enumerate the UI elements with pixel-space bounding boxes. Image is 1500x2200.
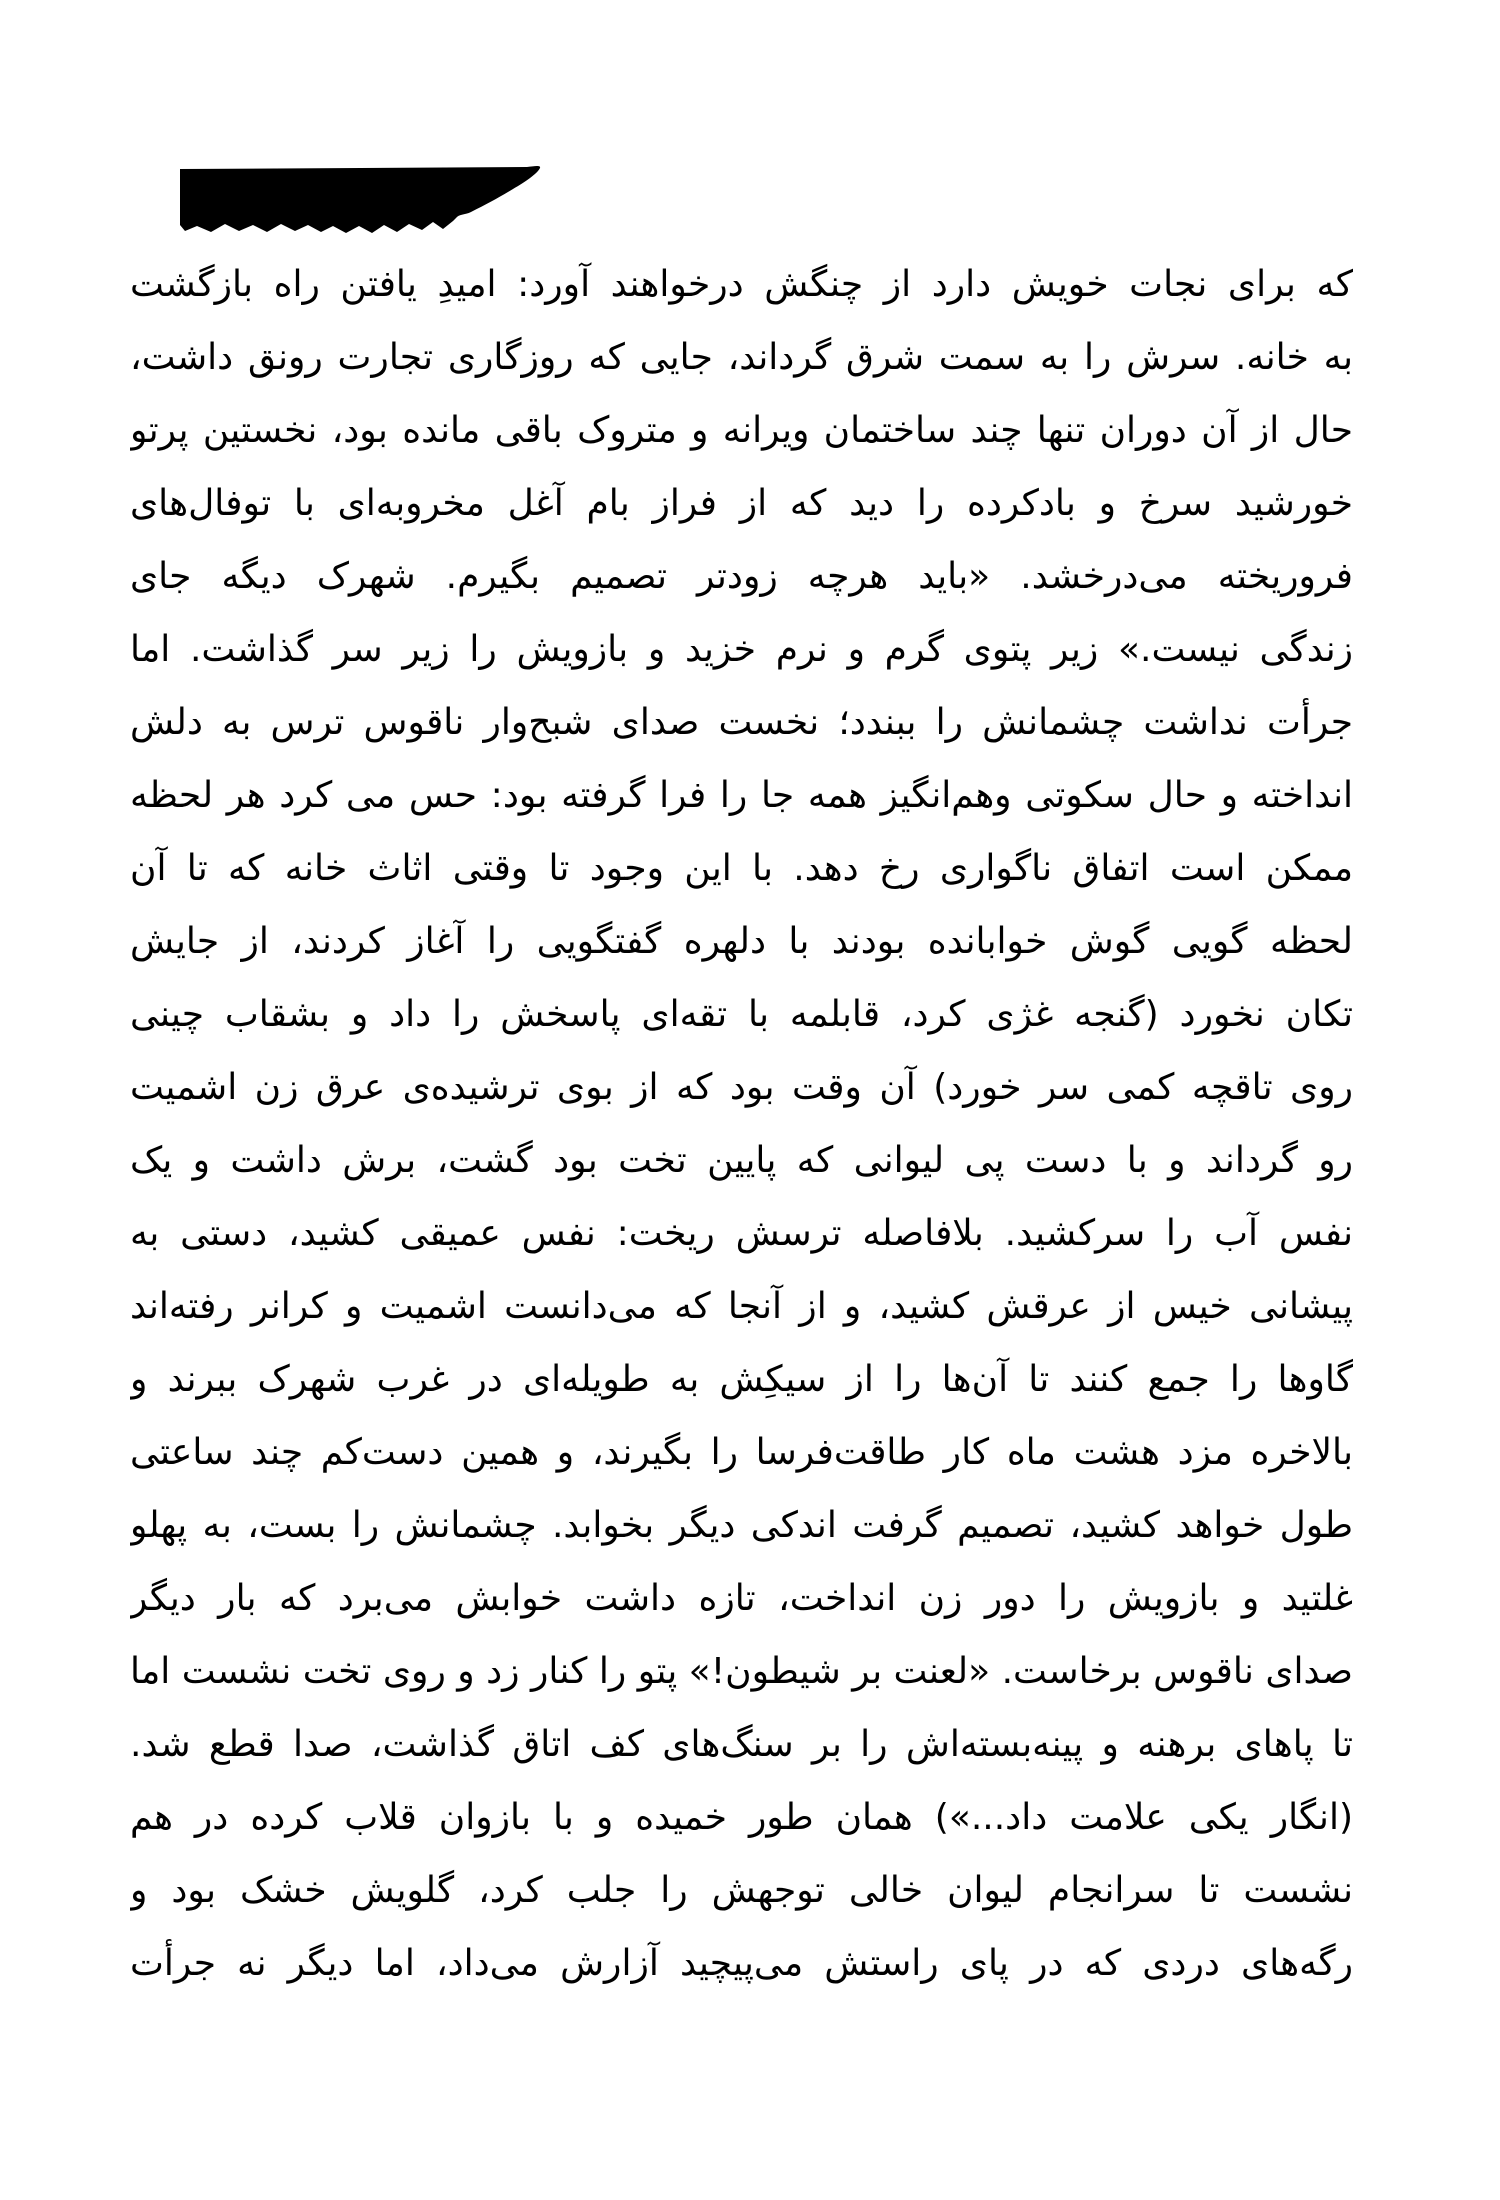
- text-line: انداخته و حال سکوتی وهم‌انگیز همه جا را فرا گرفته بود: حس می کرد هر لحظه: [130, 775, 1353, 816]
- text-line: خورشید سرخ و بادکرده را دید که از فراز بام آغل مخروبه‌ای با توفال‌های: [130, 483, 1353, 524]
- text-line: جرأت نداشت چشمانش را ببندد؛ نخست صدای شبح‌وار ناقوس ترس به دلش: [130, 702, 1353, 743]
- text-line: صدای ناقوس برخاست. «لعنت بر شیطون!» پتو را کنار زد و روی تخت نشست اما: [130, 1651, 1353, 1692]
- text-line: بالاخره مزد هشت ماه کار طاقت‌فرسا را بگیرند، و همین دست‌کم چند ساعتی: [130, 1432, 1353, 1473]
- text-line: پیشانی خیس از عرقش کشید، و از آنجا که می‌دانست اشمیت و کرانر رفته‌اند: [130, 1286, 1353, 1327]
- body-text: [130, 248, 1353, 2000]
- text-line: ممکن است اتفاق ناگواری رخ دهد. با این وجود تا وقتی اثاث خانه که تا آن: [130, 848, 1353, 889]
- text-line: نفس آب را سرکشید. بلافاصله ترسش ریخت: نفس عمیقی کشید، دستی به: [130, 1213, 1353, 1254]
- text-line: تا پاهای برهنه و پینه‌بسته‌اش را بر سنگ‌های کف اتاق گذاشت، صدا قطع شد.: [130, 1724, 1353, 1765]
- text-line: رگه‌های دردی که در پای راستش می‌پیچید آزارش می‌داد، اما دیگر نه جرأت: [130, 1943, 1353, 1984]
- redaction-ink-blob: [175, 160, 550, 245]
- text-line: طول خواهد کشید، تصمیم گرفت اندکی دیگر بخوابد. چشمانش را بست، به پهلو: [130, 1505, 1353, 1546]
- text-line: به خانه. سرش را به سمت شرق گرداند، جایی که روزگاری تجارت رونق داشت،: [130, 337, 1353, 378]
- text-line: غلتید و بازویش را دور زن انداخت، تازه داشت خوابش می‌برد که بار دیگر: [130, 1578, 1353, 1619]
- text-line: گاوها را جمع کنند تا آن‌ها را از سیکِش به طویله‌ای در غرب شهرک ببرند و: [130, 1359, 1353, 1400]
- text-line: نشست تا سرانجام لیوان خالی توجهش را جلب کرد، گلویش خشک بود و: [130, 1870, 1353, 1911]
- text-line: فروریخته می‌درخشد. «باید هرچه زودتر تصمیم بگیرم. شهرک دیگه جای: [130, 556, 1353, 597]
- text-line: رو گرداند و با دست پی لیوانی که پایین تخت بود گشت، برش داشت و یک: [130, 1140, 1353, 1181]
- text-line: حال از آن دوران تنها چند ساختمان ویرانه و متروک باقی مانده بود، نخستین پرتو: [130, 410, 1353, 451]
- text-line: لحظه گویی گوش خوابانده بودند با دلهره گفتگویی را آغاز کردند، از جایش: [130, 921, 1353, 962]
- text-line: روی تاقچه کمی سر خورد) آن وقت بود که از بوی ترشیده‌ی عرق زن اشمیت: [130, 1067, 1353, 1108]
- text-line: زندگی نیست.» زیر پتوی گرم و نرم خزید و بازویش را زیر سر گذاشت. اما: [130, 629, 1353, 670]
- text-line: تکان نخورد (گنجه غژی کرد، قابلمه با تقه‌ای پاسخش را داد و بشقاب چینی: [130, 994, 1353, 1035]
- text-line: که برای نجات خویش دارد از چنگش درخواهند آورد: امیدِ یافتن راه بازگشت: [130, 264, 1353, 305]
- text-line: (انگار یکی علامت داد...») همان طور خمیده و با بازوان قلاب کرده در هم: [130, 1797, 1353, 1838]
